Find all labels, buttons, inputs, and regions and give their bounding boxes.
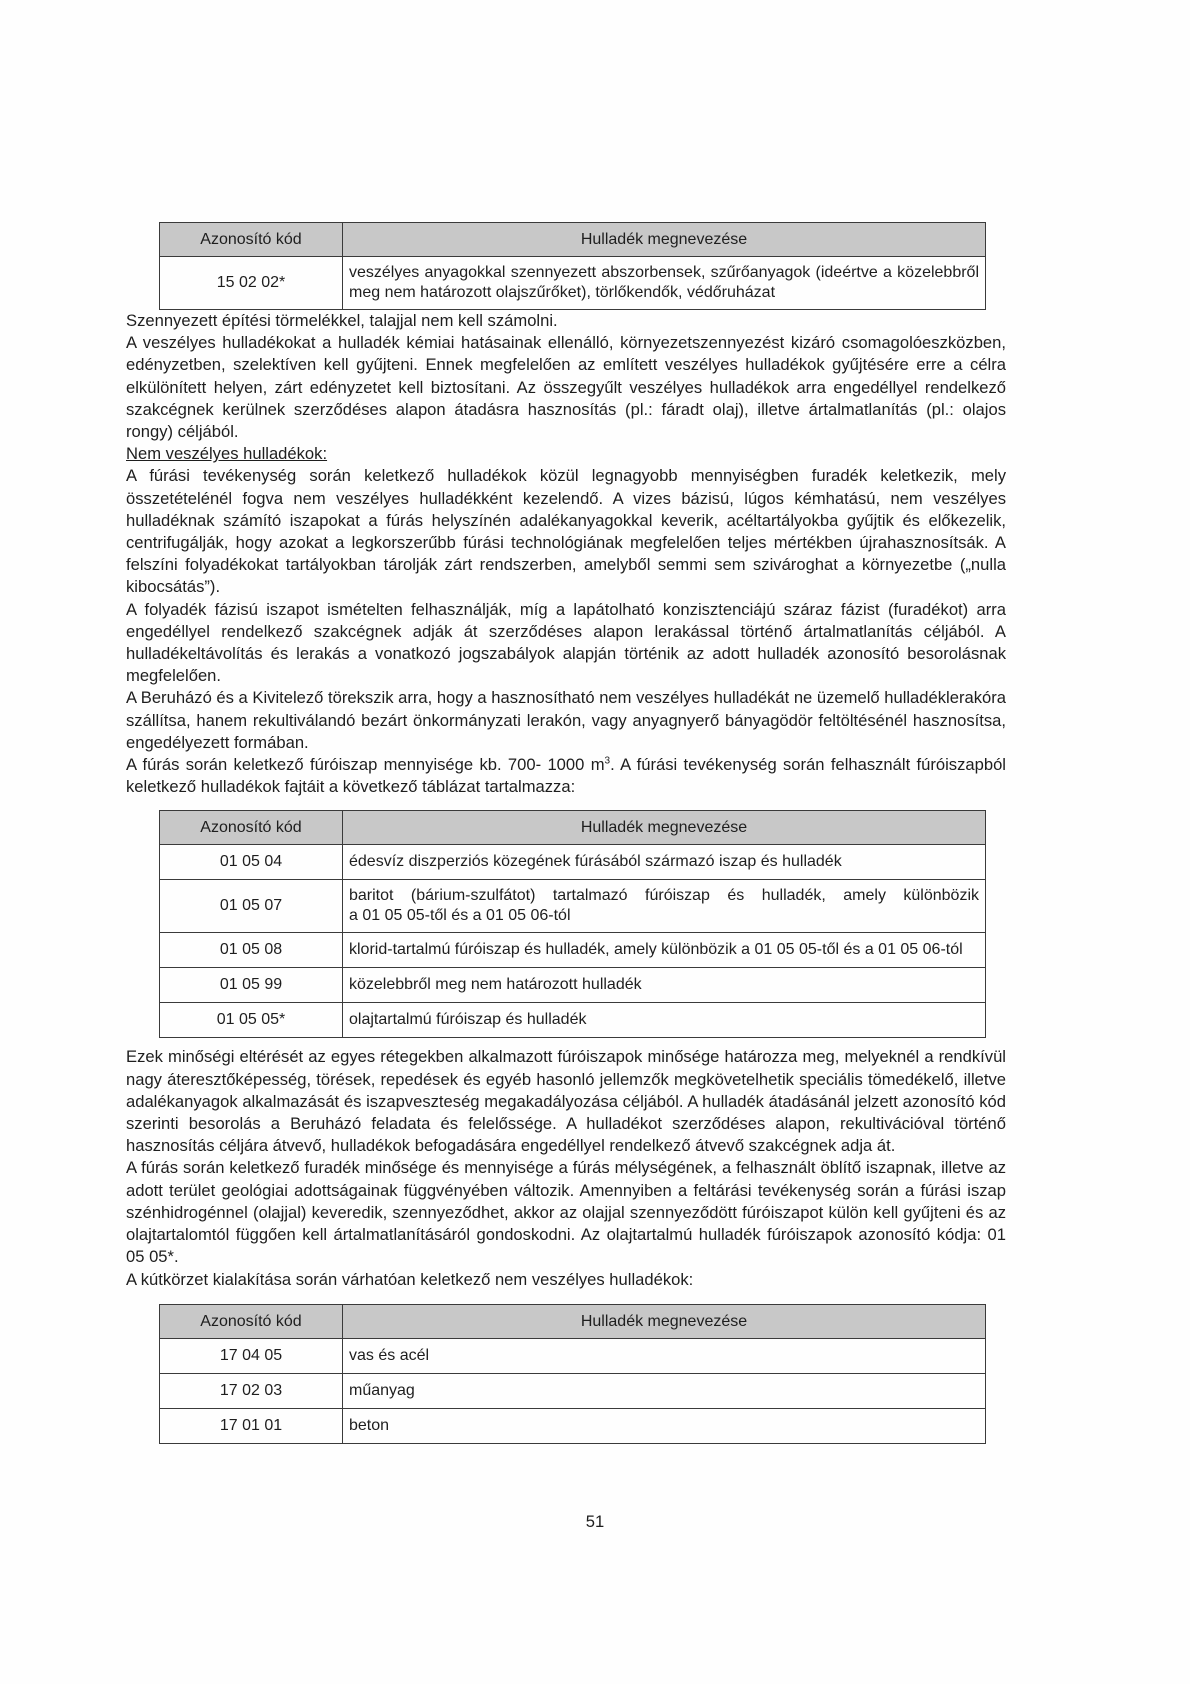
paragraph <box>126 754 1006 798</box>
table-row <box>160 880 986 933</box>
waste-name: veszélyes anyagokkal szennyezett abszorbensek, szűrőanyagok (ideértve a közelebbről meg nem határozott olajszűrőket), törlőkendők, védőruházat <box>343 257 986 310</box>
waste-name <box>343 880 986 933</box>
table-row <box>160 845 986 880</box>
waste-name-line: a 01 05 05-től és a 01 05 06-tól <box>349 907 571 925</box>
paragraph: Ezek minőségi eltérését az egyes rétegekben alkalmazott fúróiszapok minősége határozza meg, melyeknél a rendkívül nagy áteresztőképesség, törések, repedések és egyéb hasonló jellemzők megkövetelhetik speciális tömedékelő, illetve adalékanyagok alkalmazását és iszapveszteség megakadályozása céljából. A hulladék átadásánál jelzett azonosító kód szerinti besorolás a Beruházó feladata és felelőssége. A hulladékot szerződéses alapon, rekultivációval történő hasznosítás céljára átvevő, hulladékok befogadására engedéllyel rendelkező átvevő szakcégnek adja át. <box>126 1047 1006 1156</box>
waste-code: 17 04 05 <box>160 1338 343 1373</box>
waste-name: vas és acél <box>343 1338 986 1373</box>
paragraph: A Beruházó és a Kivitelező törekszik arra, hogy a hasznosítható nem veszélyes hulladékát ne üzemelő hulladéklerakóra szállítsa, hanem rekultiválandó bezárt önkormányzati lerakón, vagy anyagnyerő bányagödör feltöltésénél hasznosítsa, engedélyezett formában. <box>126 688 1006 752</box>
table-header-row <box>160 811 986 845</box>
table-row <box>160 1003 986 1038</box>
header-name: Hulladék megnevezése <box>343 1304 986 1338</box>
waste-code: 01 05 08 <box>160 933 343 968</box>
paragraph: A folyadék fázisú iszapot ismételten felhasználják, míg a lapátolható konzisztenciájú száraz fázist (furadékot) arra engedéllyel rendelkező szakcégnek adják át szerződéses alapon lerakással történő ártalmatlanítás céljából. A hulladékeltávolítás és lerakás a vonatkozó jogszabályok alapján történik az adott hulladék azonosító besorolásnak megfelelően. <box>126 599 1006 686</box>
waste-name: klorid-tartalmú fúróiszap és hulladék, amely különbözik a 01 05 05-től és a 01 05 06-tól <box>343 933 986 968</box>
waste-code: 17 02 03 <box>160 1373 343 1408</box>
hazardous-waste-table <box>159 222 986 310</box>
waste-name: közelebbről meg nem határozott hulladék <box>343 968 986 1003</box>
paragraph: A veszélyes hulladékokat a hulladék kémiai hatásainak ellenálló, környezetszennyezést kizáró csomagolóeszközben, edényzetben, szelektíven kell gyűjteni. Ennek megfelelően az említett veszélyes hulladékok gyűjtésére erre a célra elkülönített helyen, zárt edényzetet kell biztosítani. Az összegyűlt veszélyes hulladékok arra engedéllyel rendelkező szakcégnek kerülnek szerződéses alapon átadásra hasznosítás (pl.: fáradt olaj), illetve ártalmatlanítás (pl.: olajos rongy) céljából. <box>126 333 1006 442</box>
table-row <box>160 1408 986 1443</box>
waste-code: 01 05 99 <box>160 968 343 1003</box>
waste-name-line: baritot (bárium-szulfátot) tartalmazó fúróiszap és hulladék, amely különbözik <box>349 887 979 905</box>
table-row <box>160 968 986 1003</box>
paragraph: A fúrási tevékenység során keletkező hulladékok közül legnagyobb mennyiségben furadék keletkezik, mely összetételénél fogva nem veszélyes hulladékként kezelendő. A vizes bázisú, lúgos kémhatású, nem veszélyes hulladéknak számító iszapokat a fúrás helyszínén adalékanyagokkal keverik, acéltartályokba gyűjtik és előkezelik, centrifugálják, hogy azokat a legkorszerűbb fúrási technológiának megfelelően teljes mértékben újrahasznosítsák. A felszíni folyadékokat tartályokban tárolják zárt rendszerben, amelyből semmi sem szivároghat a környezetbe („nulla kibocsátás”). <box>126 466 1006 597</box>
table-row <box>160 933 986 968</box>
waste-name: édesvíz diszperziós közegének fúrásából származó iszap és hulladék <box>343 845 986 880</box>
paragraph: A kútkörzet kialakítása során várhatóan keletkező nem veszélyes hulladékok: <box>126 1269 694 1289</box>
waste-code: 15 02 02* <box>160 257 343 310</box>
wellsite-waste-table <box>159 1304 986 1444</box>
drilling-mud-waste-table <box>159 810 986 1038</box>
page-number: 51 <box>585 1512 605 1531</box>
paragraph: A fúrás során keletkező furadék minősége és mennyisége a fúrás mélységének, a felhasznált öblítő iszapnak, illetve az adott terület geológiai adottságainak függvényében változik. Amennyiben a feltárási tevékenység során a fúrási iszap szénhidrogénnel (olajjal) keveredik, szennyeződhet, akkor az olajjal szennyeződött fúróiszapot külön kell gyűjteni és az olajtartalomtól függően kell ártalmatlanításáról gondoskodni. Az olajtartalmú hulladék fúróiszapok azonosító kódja: 01 05 05*. <box>126 1158 1006 1267</box>
text: A fúrás során keletkező fúróiszap mennyisége kb. 700- 1000 m <box>126 755 605 775</box>
table-row <box>160 1338 986 1373</box>
section-heading: Nem veszélyes hulladékok: <box>126 444 328 464</box>
table-header-row <box>160 1304 986 1338</box>
header-name: Hulladék megnevezése <box>343 223 986 257</box>
waste-code: 01 05 07 <box>160 880 343 933</box>
header-name: Hulladék megnevezése <box>343 811 986 845</box>
page-content <box>126 222 1006 1444</box>
header-code: Azonosító kód <box>160 811 343 845</box>
waste-name: műanyag <box>343 1373 986 1408</box>
waste-name: olajtartalmú fúróiszap és hulladék <box>343 1003 986 1038</box>
table-row <box>160 257 986 310</box>
header-code: Azonosító kód <box>160 223 343 257</box>
text: . A fúrási tevékenység során felhasznált fúróiszapból keletkező hulladékok fajtáit a következő táblázat tartalmazza: <box>126 755 1006 797</box>
table-header-row <box>160 223 986 257</box>
paragraph: Szennyezett építési törmelékkel, talajjal nem kell számolni. <box>126 311 558 330</box>
waste-code: 01 05 04 <box>160 845 343 880</box>
waste-name: beton <box>343 1408 986 1443</box>
header-code: Azonosító kód <box>160 1304 343 1338</box>
superscript: 3 <box>604 755 611 767</box>
waste-code: 17 01 01 <box>160 1408 343 1443</box>
waste-code: 01 05 05* <box>160 1003 343 1038</box>
table-row <box>160 1373 986 1408</box>
